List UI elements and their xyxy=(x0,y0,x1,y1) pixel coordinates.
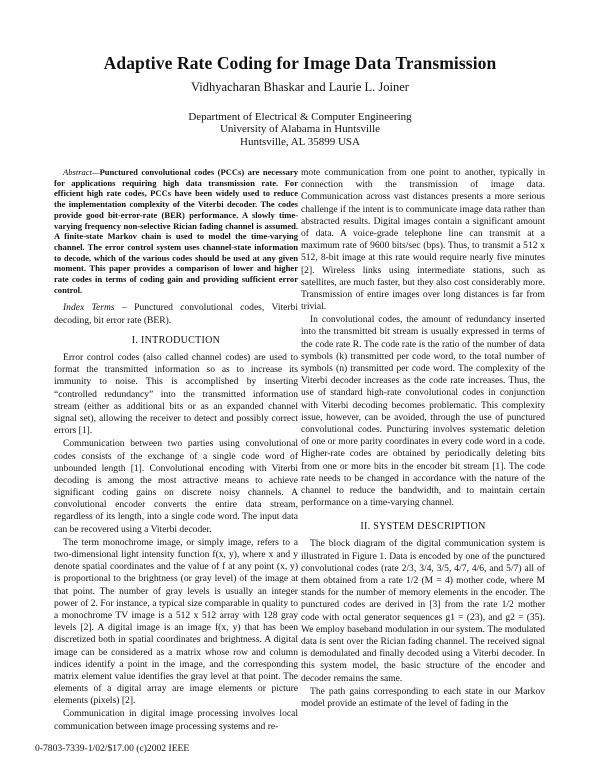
index-terms xyxy=(54,302,298,326)
left-column xyxy=(54,167,298,733)
intro-paragraph-5: mote communication from one point to another, typically in connection with the transmission of image data. Communication across vast distances presents a more serious challenge if the intent is to communicate image data rather than abstracted results. Digital images contain a significant amount of data. A voice-grade telephone line can transmit at a maximum rate of 9600 bits/sec (bps). Thus, to transmit a 512 x 512, 8-bit image at this rate would require nearly five minutes [2]. Wireless links using intermediate stations, such as satellites, are much faster, but they also cost considerably more. Transmission of entire images over long distances is far from trivial. xyxy=(301,167,545,313)
index-terms-lead: Index Terms xyxy=(63,302,115,314)
copyright-footer: 0-7803-7339-1/02/$17.00 (c)2002 IEEE xyxy=(35,743,190,754)
paper-title: Adaptive Rate Coding for Image Data Transmission xyxy=(103,53,497,73)
affiliation-department: Department of Electrical & Computer Engineering xyxy=(188,111,412,123)
abstract xyxy=(54,167,298,295)
intro-paragraph-1: Error control codes (also called channel codes) are used to format the transmitted information so as to increase its immunity to noise. This is accomplished by inserting “controlled redundancy” into the transmitted information stream (either as additional bits or as an expanded channel signal set), allowing the receiver to detect and possibly correct errors [1]. xyxy=(54,352,298,437)
abstract-lead: Abstract— xyxy=(63,167,100,177)
section-heading-introduction: I. INTRODUCTION xyxy=(131,334,221,346)
section-heading-system-description: II. SYSTEM DESCRIPTION xyxy=(360,521,486,533)
system-paragraph-1: The block diagram of the digital communication system is illustrated in Figure 1. Data is encoded by one of the punctured convolutional codes (rate 2/3, 3/4, 3/5, 4/7, 4/6, and 5/7) all of them obtained from a rate 1/2 (M = 4) mother code, where M stands for the number of memory elements in the encoder. The punctured codes are derived in [3] from the rate 1/2 mother code with octal generator sequences g1 = (23), and g2 = (35). We employ baseband modulation in our system. The modulated data is sent over the Rician fading channel. The received signal is demodulated and finally decoded using a Viterbi decoder. In this system model, the basic structure of the encoder and decoder remains the same. xyxy=(301,538,545,684)
affiliation-university: University of Alabama in Huntsville xyxy=(219,123,381,136)
paper-authors: Vidhyacharan Bhaskar and Laurie L. Joiner xyxy=(191,80,409,94)
intro-paragraph-4: Communication in digital image processing involves local communication between image processing systems and re- xyxy=(54,708,298,732)
intro-paragraph-6: In convolutional codes, the amount of redundancy inserted into the transmitted bit stream is usually expressed in terms of the code rate R. The code rate is the ratio of the number of data symbols (k) transmitted per code word, to the total number of symbols (n) transmitted per code word. The complexity of the Viterbi decoder increases as the code rate increases. Thus, the use of standard high-rate convolutional codes in conjunction with Viterbi decoding becomes problematic. This complexity issue, however, can be avoided, through the use of punctured convolutional codes. Puncturing involves systematic deletion of one or more parity coordinates in every code word in a code. Higher-rate codes are obtained by periodically deleting bits from one or more bits in the encoder bit stream [1]. The code rate needs to be changed in accordance with the nature of the channel to reduce the bandwidth, and to maintain certain performance on a time-varying channel. xyxy=(301,314,545,509)
abstract-text: Punctured convolutional codes (PCCs) are necessary for applications requiring high data transmission rate. For efficient high rate codes, PCCs have been widely used to reduce the implementation complexity of the Viterbi decoder. The codes provide good bit-error-rate (BER) performance. A slowly time-varying frequency non-selective Rician fading channel is assumed. A finite-state Markov chain is used to model the time-varying channel. The error control system uses channel-state information to decode, which of the various codes should be used at any given moment. This paper provides a comparison of lower and higher rate codes in terms of coding gain and providing sufficient error control. xyxy=(54,167,298,295)
intro-paragraph-2: Communication between two parties using convolutional codes consists of the exchange of a single code word of unbounded length [1]. Convolutional encoding with Viterbi decoding is among the most attractive means to achieve significant coding gains on discrete noisy channels. A convolutional encoder converts the entire data stream, regardless of its length, into a single code word. The input data can be recovered using a Viterbi decoder. xyxy=(54,438,298,535)
affiliation xyxy=(0,111,600,148)
affiliation-location: Huntsville, AL 35899 USA xyxy=(240,135,360,148)
system-paragraph-2: The path gains corresponding to each state in our Markov model provide an estimate of the level of fading in the xyxy=(301,685,545,709)
index-terms-text: – Punctured convolutional codes, Viterbi decoding, bit error rate (BER). xyxy=(54,302,298,326)
right-column xyxy=(301,167,545,710)
intro-paragraph-3: The term monochrome image, or simply image, refers to a two-dimensional light intensity function f(x, y), where x and y denote spatial coordinates and the value of f at any point (x, y) is proportional to the brightness (or gray level) of the image at that point. The number of gray levels is usually an integer power of 2. For instance, a typical size comparable in quality to a monochrome TV image is a 512 x 512 array with 128 gray levels [2]. A digital image is an image f(x, y) that has been discretized both in spatial coordinates and brightness. A digital image can be considered as a matrix whose row and column indices identify a point in the image, and the corresponding matrix element value identifies the gray level at that point. The elements of a digital array are image elements or picture elements (pixels) [2]. xyxy=(54,536,298,707)
